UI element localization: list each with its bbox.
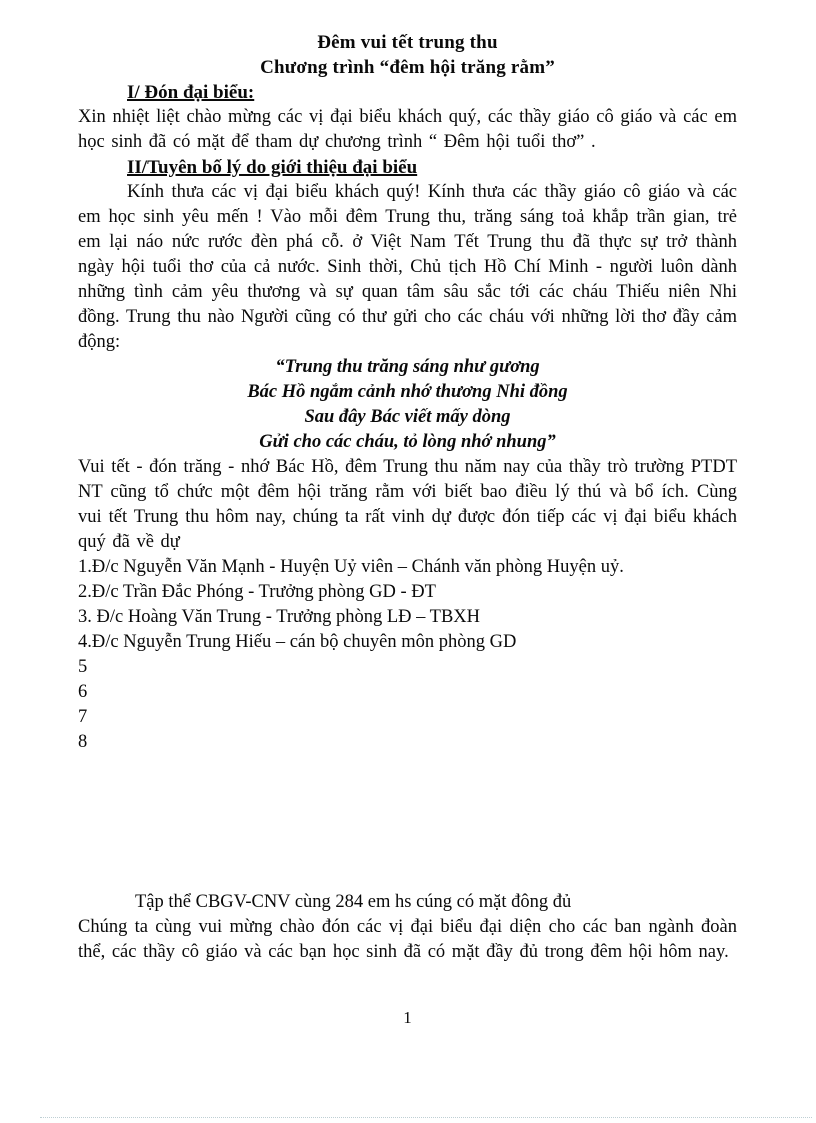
poem-line-2: Bác Hồ ngắm cảnh nhớ thương Nhi đồng (247, 382, 568, 402)
section-heading-2-text: II/Tuyên bố lý do giới thiệu đại biểu (127, 157, 418, 178)
attendance-line: Tập thể CBGV-CNV cùng 284 em hs cúng có mặt đông đủ (135, 892, 572, 912)
section-heading-1 (78, 80, 737, 105)
guest-list-item: 1.Đ/c Nguyễn Văn Mạnh - Huyện Uỷ viên – Chánh văn phòng Huyện uỷ. (78, 557, 624, 577)
guest-list-item: 6 (78, 682, 88, 702)
guest-list-item: 8 (78, 732, 88, 752)
document-title-line1: Đêm vui tết trung thu (317, 32, 498, 53)
guest-list-item: 4.Đ/c Nguyễn Trung Hiếu – cán bộ chuyên môn phòng GD (78, 632, 517, 652)
poem-line-4: Gửi cho các cháu, tỏ lòng nhớ nhung” (259, 432, 556, 452)
closing-paragraph: Chúng ta cùng vui mừng chào đón các vị đại biểu đại diện cho các ban ngành đoàn thể, các thầy cô giáo và các bạn học sinh đã có mặt đầy đủ trong đêm hội hôm nay. (78, 917, 737, 962)
guest-list-item: 5 (78, 657, 88, 677)
poem-line-3: Sau đây Bác viết mấy dòng (304, 407, 511, 427)
section-heading-1-text: I/ Đón đại biểu: (127, 82, 255, 103)
guest-list-item: 3. Đ/c Hoàng Văn Trung - Trưởng phòng LĐ – TBXH (78, 607, 481, 627)
page-bottom-dotted-divider (40, 1117, 812, 1118)
blank-space (78, 755, 737, 890)
document-title-line2: Chương trình “đêm hội trăng rằm” (260, 57, 555, 78)
guest-list-item: 2.Đ/c Trần Đắc Phóng - Trưởng phòng GD - ĐT (78, 582, 436, 602)
section-heading-2 (78, 155, 737, 180)
guest-intro-paragraph: Vui tết - đón trăng - nhớ Bác Hồ, đêm Trung thu năm nay của thầy trò trường PTDT NT cũng tổ chức một đêm hội trăng rằm với biết bao điều lý thú và bổ ích. Cùng vui tết Trung thu hôm nay, chúng ta rất vinh dự được đón tiếp các vị đại biểu khách quý đã về dự (78, 457, 737, 552)
guest-list-item: 7 (78, 707, 88, 727)
page-number: 1 (403, 1008, 412, 1027)
opening-speech-paragraph: Kính thưa các vị đại biểu khách quý! Kính thưa các thầy giáo cô giáo và các em học sinh yêu mến ! Vào mỗi đêm Trung thu, trăng sáng toả khắp trần gian, trẻ em lại náo nức rước đèn phá cỗ. ở Việt Nam Tết Trung thu đã thực sự trở thành ngày hội tuổi thơ của cả nước. Sinh thời, Chủ tịch Hồ Chí Minh - người luôn dành những tình cảm yêu thương và sự quan tâm sâu sắc tới các cháu Thiếu niên Nhi đồng. Trung thu nào Người cũng có thư gửi cho các cháu với những lời thơ đầy cảm động: (78, 182, 737, 352)
welcome-paragraph: Xin nhiệt liệt chào mừng các vị đại biểu khách quý, các thầy giáo cô giáo và các em học sinh đã có mặt để tham dự chương trình “ Đêm hội tuổi thơ” . (78, 107, 737, 152)
poem-line-1: “Trung thu trăng sáng như gương (275, 357, 540, 377)
